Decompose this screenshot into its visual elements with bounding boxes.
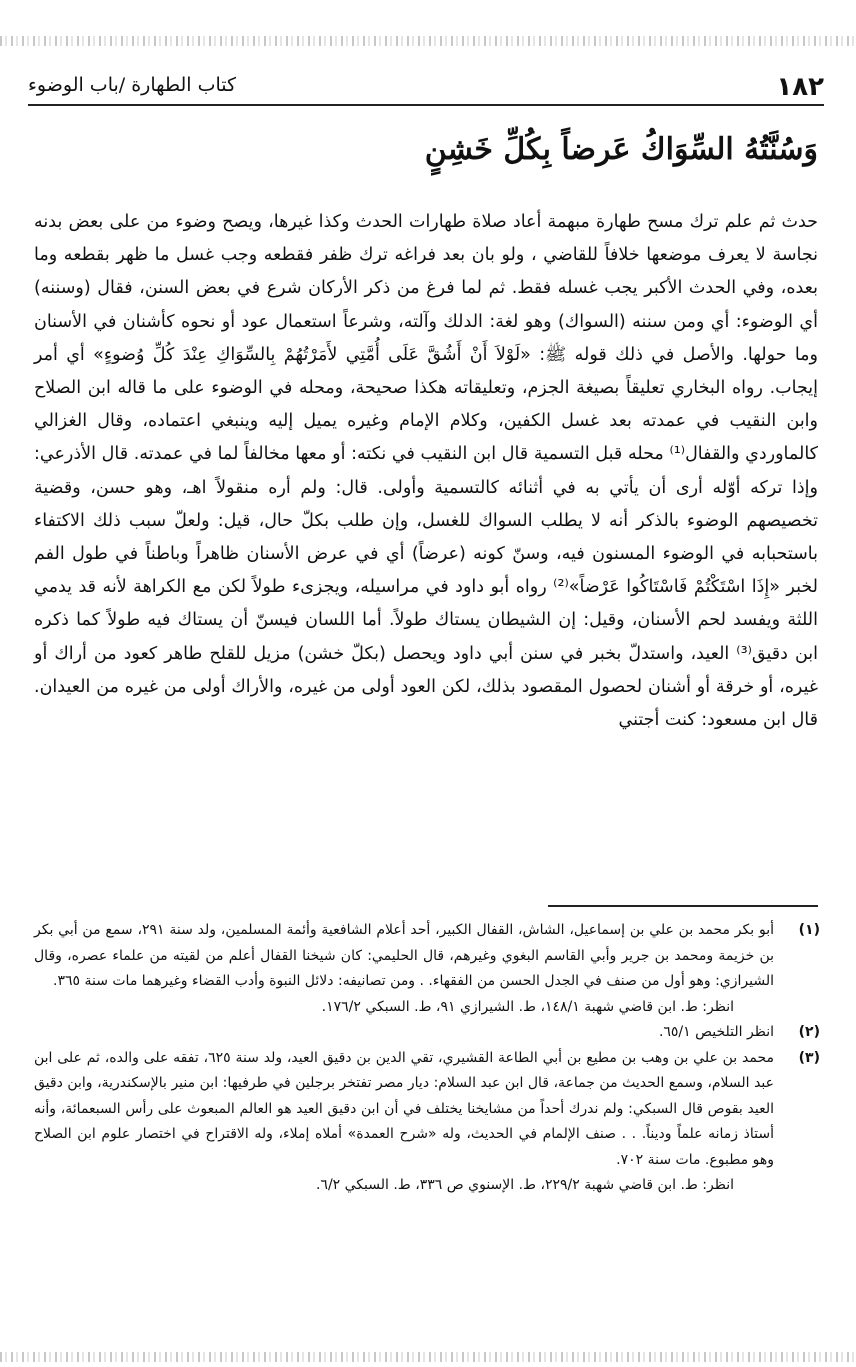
footnote-reference: انظر: ط. ابن قاضي شهبة ٢٢٩/٢، ط. الإسنوي ص ٣٣٦، ط. السبكي ٦/٢.: [315, 1177, 734, 1193]
footnote-2: [34, 1020, 820, 1046]
scan-noise-bottom: [0, 1352, 856, 1362]
footnote-number: (٢): [798, 1024, 820, 1040]
footnote-body: [34, 1020, 774, 1046]
footnote-3: [34, 1046, 820, 1199]
commentary-paragraph: حدث ثم علم ترك مسح طهارة مبهمة أعاد صلاة طهارات الحدث وكذا غيرها، ويصح وضوء من على بعض بدنه نجاسة لا يعرف موضعها خلافاً للقاضي ، ولو بان بعد فراغه ترك ظفر فقطعه وجب غسل ما ظهر بقطعه وما بعده، وفي الحدث الأكبر يجب غسله فقط. ثم لما فرغ من ذكر الأركان شرع في بعض السنن، فقال (وسننه) أي الوضوء: أي ومن سننه (السواك) وهو لغة: الدلك وآلته، وشرعاً استعمال عود أو نحوه كأشنان في الأسنان وما حولها. والأصل في ذلك قوله ﷺ: «لَوْلاَ أَنْ أَشُقَّ عَلَى أُمَّتِي لأَمَرْتُهُمْ بِالسِّوَاكِ عِنْدَ كُلِّ وُضوءٍ» أي أمر إيجاب. رواه البخاري تعليقاً بصيغة الجزم، وتعليقاته هكذا صحيحة، ومحله في الوضوء على ما قاله ابن الصلاح وابن النقيب في عمدته بعد غسل الكفين، وكلام الإمام وغيره يميل إليه وينبغي اعتماده، وقال الغزالي كالماوردي والقفال⁽¹⁾ محله قبل التسمية قال ابن النقيب في نكته: أو معها مخالفاً لما في عمدته. قال الأذرعي: وإذا تركه أوّله أرى أن يأتي به في أثنائه كالتسمية وأولى. قال: ولم أره منقولاً اهـ، وهو حسن، وقضية تخصيصهم الوضوء بالذكر أنه لا يطلب السواك للغسل، وإن طلب بكلّ حال، قيل: ولعلّ سبب ذلك الاكتفاء باستحبابه في الوضوء المسنون فيه، وسنّ كونه (عرضاً) أي في عرض الأسنان ظاهراً وباطناً في طول الفم لخبر «إِذَا اسْتَكْتُمْ فَاسْتَاكُوا عَرْضاً»⁽²⁾ رواه أبو داود في مراسيله، ويجزىء طولاً لكن مع الكراهة لأنه قد يدمي اللثة ويفسد لحم الأسنان، وقيل: إن الشيطان يستاك طولاً. أما اللسان فيسنّ أن يستاك فيه طولاً كما ذكره ابن دقيق⁽³⁾ العيد، واستدلّ بخبر في سنن أبي داود ويحصل (بكلّ خشن) مزيل للقلح طاهر كعود من أراك أو غيره، أو خرقة أو أشنان لحصول المقصود بذلك، لكن العود أولى من غيره، والأراك أولى من غيره من العيدان. قال ابن مسعود: كنت أجتني: [34, 212, 818, 731]
commentary-body: [34, 206, 818, 737]
footnote-body: [34, 1046, 774, 1199]
footnote-1: [34, 918, 820, 1020]
footnotes: [34, 918, 820, 1199]
footnote-text: محمد بن علي بن وهب بن مطيع بن أبي الطاعة القشيري، تقي الدين بن دقيق العيد، ولد سنة ٦٢٥، تفقه على والده، ثم على ابن عبد السلام، وسمع الحديث من جماعة، قال ابن عبد السلام: ديار مصر تفتخر برجلين في طرفيها: ابن منير بالإسكندرية، وابن دقيق العيد بقوص قال السبكي: ولم ندرك أحداً من مشايخنا يختلف في أن ابن دقيق العيد هو العالم المبعوث على رأس السبعمائة، وأنه أستاذ زمانه علماً وديناً. . . صنف الإلمام في الحديث، وله «شرح العمدة» أملاه إملاء، وله الاقتراح في اختصار علوم ابن الصلاح وهو مطبوع. مات سنة ٧٠٢.: [34, 1049, 774, 1168]
footnote-body: [34, 918, 774, 1020]
footnote-number: (٣): [798, 1049, 820, 1066]
page-header: [28, 70, 824, 106]
footnote-text: أبو بكر محمد بن علي بن إسماعيل، الشاش، القفال الكبير، أحد أعلام الشافعية وأئمة المسلمين، ولد سنة ٢٩١، سمع من أبي بكر بن خزيمة ومحمد بن جرير وأبي القاسم البغوي وغيرهم، قال الحليمي: كان شيخنا القفال أعلم من لقيته من علماء عصره، وقال الشيرازي: وهو أول من صنف في الجدل الحسن من الفقهاء. . ومن تصانيفه: دلائل النبوة وأدب القضاء وغيرهما مات سنة ٣٦٥.: [34, 922, 774, 989]
page-number: ١٨٢: [776, 72, 824, 102]
footnote-reference: انظر: ط. ابن قاضي شهبة ١٤٨/١، ط. الشيرازي ٩١، ط. السبكي ١٧٦/٢.: [321, 998, 734, 1015]
footnote-text: انظر التلخيص ٦٥/١.: [658, 1024, 774, 1040]
footnote-number: (١): [798, 922, 820, 938]
scan-noise-top: [0, 36, 856, 46]
matn-heading: وَسُنَّتُهُ السِّوَاكُ عَرضاً بِكُلِّ خَشِنٍ: [424, 132, 818, 167]
running-title: كتاب الطهارة /باب الوضوء: [28, 74, 237, 96]
footnote-divider: [548, 905, 818, 907]
